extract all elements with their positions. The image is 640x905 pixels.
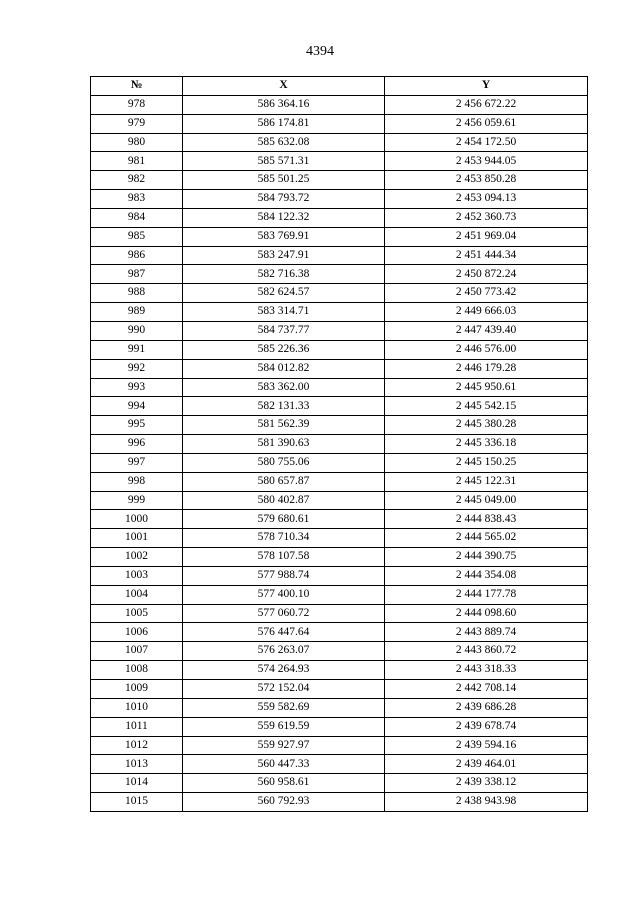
- cell-x: 577 988.74: [183, 566, 385, 585]
- cell-number: 1013: [91, 755, 183, 774]
- cell-x: 584 122.32: [183, 208, 385, 227]
- cell-number: 1008: [91, 661, 183, 680]
- cell-x: 584 737.77: [183, 321, 385, 340]
- cell-y: 2 445 049.00: [385, 491, 588, 510]
- table-row: [91, 548, 588, 567]
- cell-number: 992: [91, 359, 183, 378]
- cell-y: 2 454 172.50: [385, 133, 588, 152]
- cell-x: 581 562.39: [183, 416, 385, 435]
- cell-y: 2 439 686.28: [385, 698, 588, 717]
- cell-number: 1000: [91, 510, 183, 529]
- cell-x: 560 792.93: [183, 793, 385, 812]
- cell-y: 2 445 380.28: [385, 416, 588, 435]
- table-row: [91, 378, 588, 397]
- cell-x: 584 012.82: [183, 359, 385, 378]
- table-row: [91, 303, 588, 322]
- table-row: [91, 717, 588, 736]
- page-number: 4394: [306, 44, 334, 59]
- cell-y: 2 452 360.73: [385, 208, 588, 227]
- cell-number: 988: [91, 284, 183, 303]
- cell-number: 991: [91, 340, 183, 359]
- cell-y: 2 444 177.78: [385, 585, 588, 604]
- table-row: [91, 340, 588, 359]
- cell-x: 583 769.91: [183, 227, 385, 246]
- cell-x: 559 582.69: [183, 698, 385, 717]
- table-row: [91, 397, 588, 416]
- cell-y: 2 439 464.01: [385, 755, 588, 774]
- table-row: [91, 774, 588, 793]
- table-row: [91, 453, 588, 472]
- cell-y: 2 453 944.05: [385, 152, 588, 171]
- cell-x: 583 362.00: [183, 378, 385, 397]
- cell-y: 2 442 708.14: [385, 680, 588, 699]
- table-row: [91, 510, 588, 529]
- cell-number: 1006: [91, 623, 183, 642]
- table-row: [91, 95, 588, 114]
- cell-x: 582 716.38: [183, 265, 385, 284]
- cell-x: 572 152.04: [183, 680, 385, 699]
- cell-y: 2 444 390.75: [385, 548, 588, 567]
- cell-number: 1002: [91, 548, 183, 567]
- cell-y: 2 447 439.40: [385, 321, 588, 340]
- cell-number: 986: [91, 246, 183, 265]
- cell-x: 577 400.10: [183, 585, 385, 604]
- coordinates-table: [90, 76, 588, 812]
- cell-number: 984: [91, 208, 183, 227]
- cell-y: 2 439 338.12: [385, 774, 588, 793]
- cell-x: 584 793.72: [183, 190, 385, 209]
- cell-y: 2 445 122.31: [385, 472, 588, 491]
- table-row: [91, 114, 588, 133]
- cell-y: 2 443 889.74: [385, 623, 588, 642]
- table-row: [91, 623, 588, 642]
- cell-x: 586 174.81: [183, 114, 385, 133]
- table-row: [91, 529, 588, 548]
- cell-x: 581 390.63: [183, 435, 385, 454]
- cell-y: 2 451 444.34: [385, 246, 588, 265]
- table-row: [91, 284, 588, 303]
- table-row: [91, 698, 588, 717]
- cell-y: 2 456 672.22: [385, 95, 588, 114]
- table-row: [91, 661, 588, 680]
- column-header-x: X: [183, 77, 385, 96]
- cell-y: 2 439 594.16: [385, 736, 588, 755]
- table-row: [91, 680, 588, 699]
- table-header-row: [91, 77, 588, 96]
- cell-x: 579 680.61: [183, 510, 385, 529]
- cell-number: 1005: [91, 604, 183, 623]
- table-row: [91, 246, 588, 265]
- table-row: [91, 793, 588, 812]
- cell-number: 990: [91, 321, 183, 340]
- cell-number: 994: [91, 397, 183, 416]
- table-row: [91, 472, 588, 491]
- cell-x: 559 927.97: [183, 736, 385, 755]
- cell-y: 2 443 318.33: [385, 661, 588, 680]
- table-row: [91, 265, 588, 284]
- cell-y: 2 445 542.15: [385, 397, 588, 416]
- table-row: [91, 359, 588, 378]
- cell-x: 585 501.25: [183, 171, 385, 190]
- cell-number: 1012: [91, 736, 183, 755]
- cell-y: 2 444 838.43: [385, 510, 588, 529]
- cell-number: 1015: [91, 793, 183, 812]
- cell-x: 585 226.36: [183, 340, 385, 359]
- cell-x: 582 624.57: [183, 284, 385, 303]
- cell-y: 2 438 943.98: [385, 793, 588, 812]
- cell-number: 1011: [91, 717, 183, 736]
- cell-number: 999: [91, 491, 183, 510]
- cell-y: 2 444 565.02: [385, 529, 588, 548]
- table-row: [91, 416, 588, 435]
- column-header-y: Y: [385, 77, 588, 96]
- cell-y: 2 445 336.18: [385, 435, 588, 454]
- cell-x: 580 402.87: [183, 491, 385, 510]
- table-row: [91, 435, 588, 454]
- table-body: [91, 95, 588, 811]
- table-row: [91, 585, 588, 604]
- cell-number: 987: [91, 265, 183, 284]
- cell-number: 993: [91, 378, 183, 397]
- cell-y: 2 449 666.03: [385, 303, 588, 322]
- cell-y: 2 445 950.61: [385, 378, 588, 397]
- cell-number: 980: [91, 133, 183, 152]
- cell-y: 2 446 576.00: [385, 340, 588, 359]
- cell-number: 996: [91, 435, 183, 454]
- cell-x: 586 364.16: [183, 95, 385, 114]
- cell-number: 989: [91, 303, 183, 322]
- table-row: [91, 604, 588, 623]
- cell-number: 981: [91, 152, 183, 171]
- cell-number: 1010: [91, 698, 183, 717]
- cell-x: 576 263.07: [183, 642, 385, 661]
- cell-y: 2 446 179.28: [385, 359, 588, 378]
- table-row: [91, 227, 588, 246]
- cell-y: 2 445 150.25: [385, 453, 588, 472]
- table-row: [91, 133, 588, 152]
- cell-x: 578 710.34: [183, 529, 385, 548]
- cell-number: 982: [91, 171, 183, 190]
- cell-number: 1004: [91, 585, 183, 604]
- cell-x: 559 619.59: [183, 717, 385, 736]
- cell-number: 1003: [91, 566, 183, 585]
- table-row: [91, 566, 588, 585]
- cell-number: 1014: [91, 774, 183, 793]
- table-row: [91, 190, 588, 209]
- cell-x: 582 131.33: [183, 397, 385, 416]
- cell-y: 2 444 354.08: [385, 566, 588, 585]
- table-row: [91, 755, 588, 774]
- column-header-number: №: [91, 77, 183, 96]
- cell-y: 2 443 860.72: [385, 642, 588, 661]
- table-row: [91, 491, 588, 510]
- cell-y: 2 453 850.28: [385, 171, 588, 190]
- cell-x: 583 314.71: [183, 303, 385, 322]
- table-row: [91, 152, 588, 171]
- cell-number: 978: [91, 95, 183, 114]
- cell-x: 560 447.33: [183, 755, 385, 774]
- cell-number: 1001: [91, 529, 183, 548]
- cell-x: 576 447.64: [183, 623, 385, 642]
- cell-y: 2 439 678.74: [385, 717, 588, 736]
- cell-y: 2 456 059.61: [385, 114, 588, 133]
- cell-number: 997: [91, 453, 183, 472]
- cell-x: 578 107.58: [183, 548, 385, 567]
- table-row: [91, 321, 588, 340]
- cell-number: 979: [91, 114, 183, 133]
- table-row: [91, 736, 588, 755]
- cell-x: 577 060.72: [183, 604, 385, 623]
- cell-y: 2 453 094.13: [385, 190, 588, 209]
- cell-x: 585 571.31: [183, 152, 385, 171]
- cell-y: 2 451 969.04: [385, 227, 588, 246]
- table-row: [91, 642, 588, 661]
- table-row: [91, 171, 588, 190]
- cell-x: 580 755.06: [183, 453, 385, 472]
- cell-number: 1009: [91, 680, 183, 699]
- cell-y: 2 450 773.42: [385, 284, 588, 303]
- cell-number: 995: [91, 416, 183, 435]
- cell-number: 983: [91, 190, 183, 209]
- cell-number: 985: [91, 227, 183, 246]
- cell-y: 2 450 872.24: [385, 265, 588, 284]
- cell-x: 583 247.91: [183, 246, 385, 265]
- table-row: [91, 208, 588, 227]
- cell-x: 574 264.93: [183, 661, 385, 680]
- cell-x: 585 632.08: [183, 133, 385, 152]
- cell-y: 2 444 098.60: [385, 604, 588, 623]
- cell-number: 1007: [91, 642, 183, 661]
- cell-number: 998: [91, 472, 183, 491]
- cell-x: 580 657.87: [183, 472, 385, 491]
- cell-x: 560 958.61: [183, 774, 385, 793]
